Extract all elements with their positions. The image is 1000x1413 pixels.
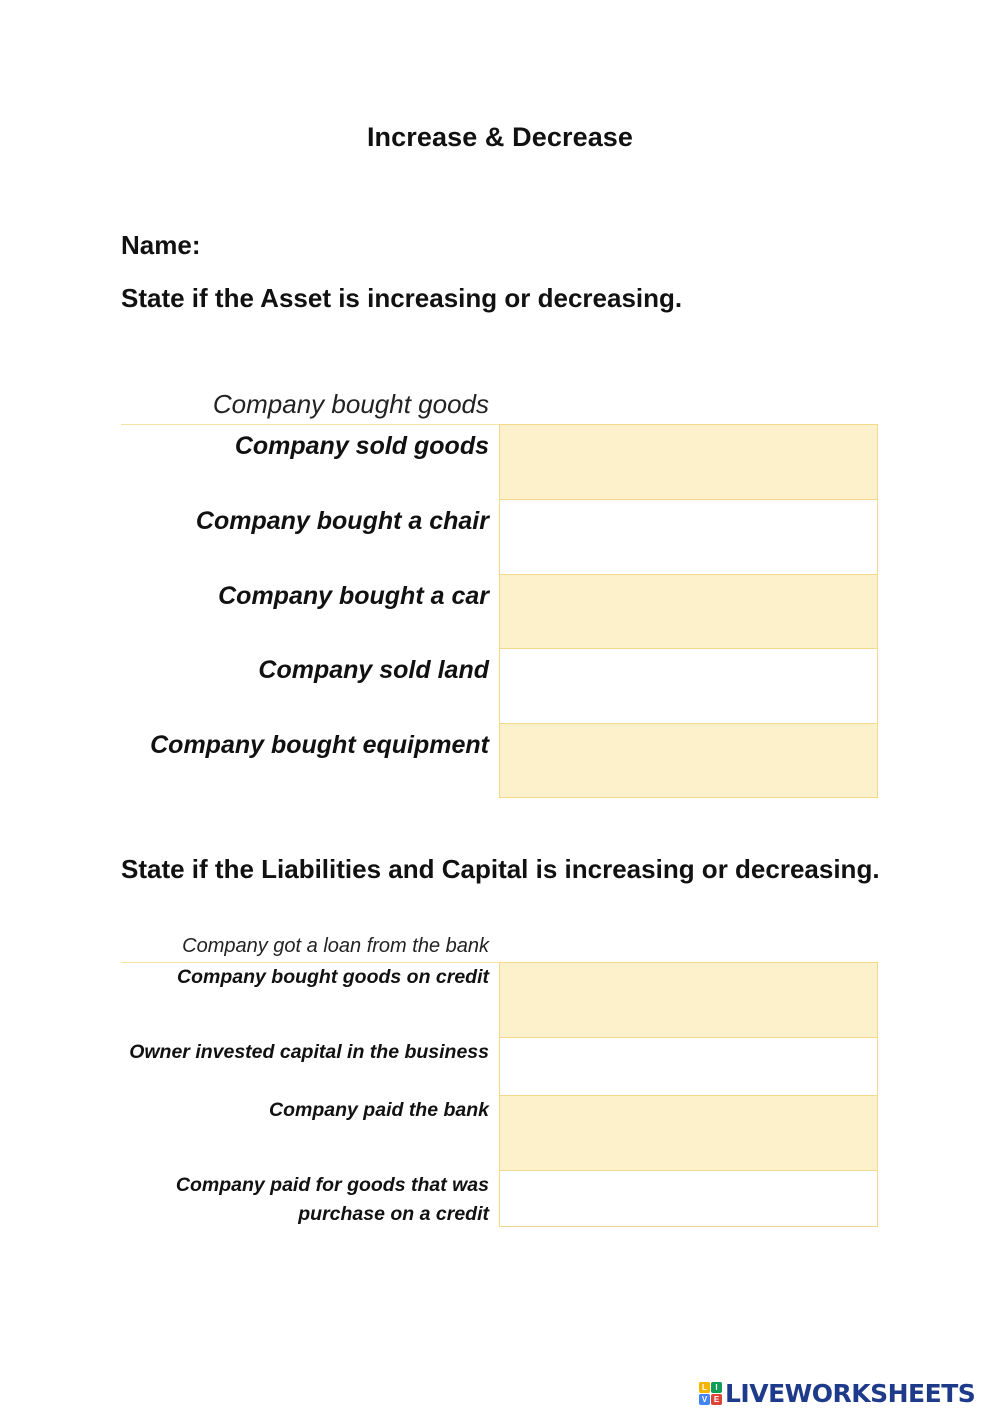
logo-tile: E: [711, 1394, 722, 1405]
question-label: Owner invested capital in the business: [129, 1041, 489, 1063]
answer-box[interactable]: [499, 1037, 878, 1095]
answer-box[interactable]: [499, 424, 878, 499]
answer-box[interactable]: [499, 1170, 878, 1227]
liabilities-section-heading: State if the Liabilities and Capital is increasing or decreasing.: [121, 854, 880, 884]
question-label: Company bought goods on credit: [177, 966, 489, 988]
question-label: Company bought equipment: [150, 731, 489, 759]
logo-tile: V: [699, 1394, 710, 1405]
table-row: [121, 499, 878, 574]
logo-tile: I: [711, 1382, 722, 1393]
asset-question-table: [121, 424, 878, 798]
table-row: [121, 1037, 878, 1095]
asset-example-label: Company bought goods: [212, 389, 489, 419]
liveworksheets-logo-icon: [699, 1382, 722, 1405]
table-row: [121, 962, 878, 1037]
table-row: [121, 574, 878, 648]
answer-box[interactable]: [499, 574, 878, 648]
answer-box[interactable]: [499, 1095, 878, 1170]
table-row: [121, 648, 878, 723]
table-row: [121, 424, 878, 499]
answer-box[interactable]: [499, 648, 878, 723]
page-title: Increase & Decrease: [366, 122, 634, 152]
table-row: [121, 723, 878, 798]
answer-box[interactable]: [499, 499, 878, 574]
liabilities-question-table: [121, 962, 878, 1227]
liveworksheets-brand: [699, 1378, 975, 1408]
question-label: Company bought a chair: [195, 507, 489, 535]
liabilities-example-label: Company got a loan from the bank: [182, 935, 489, 957]
logo-tile: L: [699, 1382, 710, 1393]
name-label: Name:: [121, 230, 201, 260]
question-label: Company bought a car: [218, 582, 489, 610]
question-label: Company paid for goods that was purchase on a credit: [175, 1174, 489, 1225]
table-row: [121, 1095, 878, 1170]
question-label: Company paid the bank: [269, 1099, 489, 1121]
question-label: Company sold goods: [234, 432, 489, 460]
asset-section-heading: State if the Asset is increasing or decreasing.: [121, 283, 683, 313]
table-row: [121, 1170, 878, 1227]
answer-box[interactable]: [499, 962, 878, 1037]
answer-box[interactable]: [499, 723, 878, 798]
brand-text: LIVEWORKSHEETS: [725, 1378, 976, 1408]
question-label: Company sold land: [258, 656, 489, 684]
